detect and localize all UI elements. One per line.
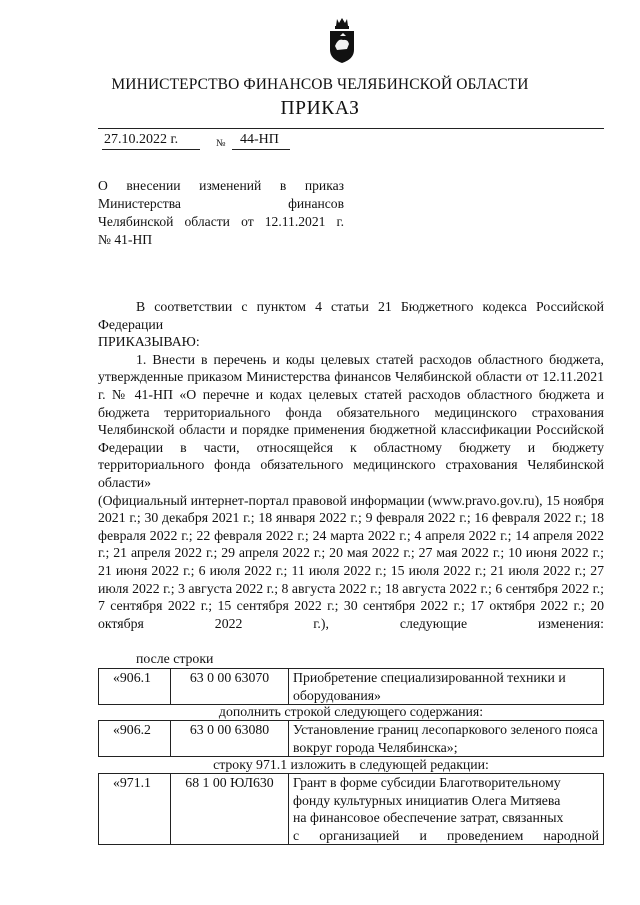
coat-of-arms-emblem [328,16,356,64]
row-kbk: 68 1 00 ЮЛ630 [171,774,289,845]
publication-list-paragraph: (Официальный интернет-портал правовой информации (www.pravo.gov.ru), 15 ноября 2021 г.; 30 декабря 2021 г.; 18 января 2022 г.; 9 февраля 2022 г.; 16 февраля 2022 г.; 18 февраля 2022 г.; 22 февраля 2022 г.; 24 марта 2022 г.; 4 апреля 2022 г.; 14 апреля 2022 г.; 21 апреля 2022 г.; 29 апреля 2022 г.; 20 мая 2022 г.; 27 мая 2022 г.; 10 июня 2022 г.; 21 июня 2022 г.; 6 июля 2022 г.; 11 июля 2022 г.; 15 июля 2022 г.; 21 июля 2022 г.; 27 июля 2022 г.; 3 августа 2022 г.; 8 августа 2022 г.; 18 августа 2022 г.; 6 сентября 2022 г.; 7 сентября 2022 г.; 15 сентября 2022 г.; 30 сентября 2022 г.; 17 октября 2022 г.; 20 октября 2022 г.), следующие изменения: [98,492,604,631]
header-divider [98,128,604,129]
amendment-table-1 [98,668,604,705]
table-row [99,774,604,845]
after-row-label: после строки [136,651,214,666]
preamble-paragraph: В соответствии с пунктом 4 статьи 21 Бюджетного кодекса Российской Федерации [98,299,604,332]
row-name-line: Грант в форме субсидии Благотворительному [293,775,561,790]
row-name: Приобретение специализированной техники и оборудования» [289,669,604,705]
subject-line: № 41-НП [98,232,153,247]
order-number: 44-НП [240,132,279,147]
row-code: «906.1 [99,669,171,705]
item-1-text: 1. Внести в перечень и коды целевых статей расходов областного бюджета, утвержденные приказом Министерства финансов Челябинской области от 12.11.2021 г. № 41-НП «О перечне и кодах целевых статей расходов областного бюджета и бюджета территориального фонда обязательного медицинского страхования Челябинской области и порядке применения бюджетной классификации Российской Федерации в части, относящейся к областному бюджету и бюджету территориального фонда обязательного медицинского страхования Челябинской области» [98,351,604,490]
instruction-note: строку 971.1 изложить в следующей редакции: [213,757,489,772]
row-kbk: 63 0 00 63080 [171,721,289,757]
row-kbk: 63 0 00 63070 [171,669,289,705]
amendment-table-3 [98,773,604,845]
amendment-table-2 [98,720,604,757]
order-date: 27.10.2022 г. [104,132,179,147]
table-row [99,721,604,757]
row-name-line: фонду культурных инициатив Олега Митяева [293,792,561,808]
subject-line: О внесении изменений в приказ [98,178,344,193]
item-1-paragraph [98,351,604,492]
document-type-title: ПРИКАЗ [280,98,360,119]
orders-heading: ПРИКАЗЫВАЮ: [98,334,200,350]
row-code: «906.2 [99,721,171,757]
order-body [98,298,604,632]
table-row [99,669,604,705]
instruction-note: дополнить строкой следующего содержания: [218,704,484,719]
row-name: Установление границ лесопаркового зеленого пояса вокруг города Челябинска»; [289,721,604,757]
number-sign: № [216,138,226,149]
row-name [289,774,604,845]
row-code: «971.1 [99,774,171,845]
order-subject [98,177,344,249]
subject-line: Челябинской области от 12.11.2021 г. [98,214,344,229]
row-name-line: на финансовое обеспечение затрат, связанных [293,810,564,826]
ministry-name: МИНИСТЕРСТВО ФИНАНСОВ ЧЕЛЯБИНСКОЙ ОБЛАСТИ [111,76,529,93]
subject-line: Министерства финансов [98,196,344,211]
row-name-line: с организацией и проведением народной [293,827,599,843]
number-underline [232,149,290,150]
date-underline [102,149,200,150]
